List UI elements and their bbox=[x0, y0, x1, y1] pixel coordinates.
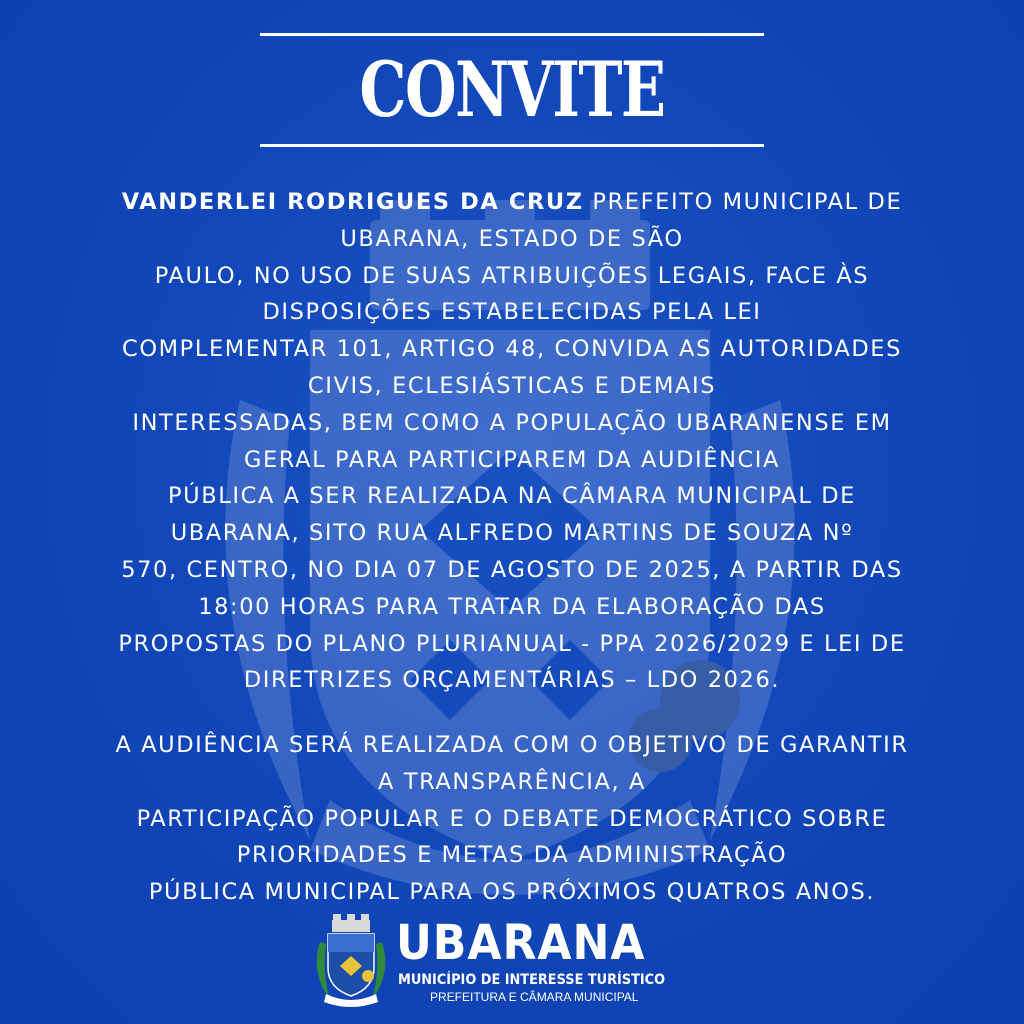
title-rule-top bbox=[260, 33, 764, 36]
brand-subtitle: MUNICÍPIO DE INTERESSE TURÍSTICO bbox=[398, 972, 666, 988]
invitation-paragraph-2 bbox=[40, 727, 984, 911]
ubarana-logo bbox=[312, 912, 712, 1012]
paragraph-line: 570, CENTRO, NO DIA 07 DE AGOSTO DE 2025, A PARTIR DAS bbox=[121, 556, 903, 583]
title-rule-bottom bbox=[260, 144, 764, 147]
paragraph-line bbox=[40, 184, 984, 221]
paragraph-line: PÚBLICA MUNICIPAL PARA OS PRÓXIMOS QUATROS ANOS. bbox=[148, 879, 876, 906]
paragraph-line: DISPOSIÇÕES ESTABELECIDAS PELA LEI bbox=[262, 299, 762, 326]
paragraph-line: PÚBLICA A SER REALIZADA NA CÂMARA MUNICIPAL DE bbox=[167, 483, 856, 510]
paragraph-line: COMPLEMENTAR 101, ARTIGO 48, CONVIDA AS AUTORIDADES bbox=[122, 336, 902, 363]
brand-subtitle-2: PREFEITURA E CÂMARA MUNICIPAL bbox=[430, 990, 639, 1004]
paragraph-line: 18:00 HORAS PARA TRATAR DA ELABORAÇÃO DAS bbox=[198, 593, 826, 620]
paragraph-line-text: PREFEITO MUNICIPAL DE bbox=[583, 189, 903, 215]
page-title: CONVITE bbox=[359, 45, 665, 134]
paragraph-line: PARTICIPAÇÃO POPULAR E O DEBATE DEMOCRÁTICO SOBRE bbox=[136, 805, 888, 832]
paragraph-line: PROPOSTAS DO PLANO PLURIANUAL - PPA 2026/2029 E LEI DE bbox=[118, 630, 906, 657]
paragraph-line: GERAL PARA PARTICIPAREM DA AUDIÊNCIA bbox=[243, 446, 781, 473]
paragraph-line: DIRETRIZES ORÇAMENTÁRIAS – LDO 2026. bbox=[243, 667, 781, 694]
paragraph-line: PRIORIDADES E METAS DA ADMINISTRAÇÃO bbox=[236, 842, 788, 869]
paragraph-line: A AUDIÊNCIA SERÁ REALIZADA COM O OBJETIVO DE GARANTIR bbox=[115, 732, 909, 758]
paragraph-line: PAULO, NO USO DE SUAS ATRIBUIÇÕES LEGAIS, FACE ÀS bbox=[154, 262, 870, 289]
paragraph-line: INTERESSADAS, BEM COMO A POPULAÇÃO UBARANENSE EM bbox=[132, 409, 892, 436]
paragraph-line: UBARANA, SITO RUA ALFREDO MARTINS DE SOUZA Nº bbox=[170, 520, 854, 547]
paragraph-line: A TRANSPARÊNCIA, A bbox=[378, 768, 646, 795]
paragraph-line: CIVIS, ECLESIÁSTICAS E DEMAIS bbox=[307, 372, 717, 399]
coat-of-arms-icon bbox=[312, 912, 390, 1008]
paragraph-line: UBARANA, ESTADO DE SÃO bbox=[340, 225, 684, 252]
mayor-name: VANDERLEI RODRIGUES DA CRUZ bbox=[121, 189, 584, 215]
invitation-paragraph-1 bbox=[40, 184, 984, 699]
brand-name: UBARANA bbox=[396, 915, 646, 971]
